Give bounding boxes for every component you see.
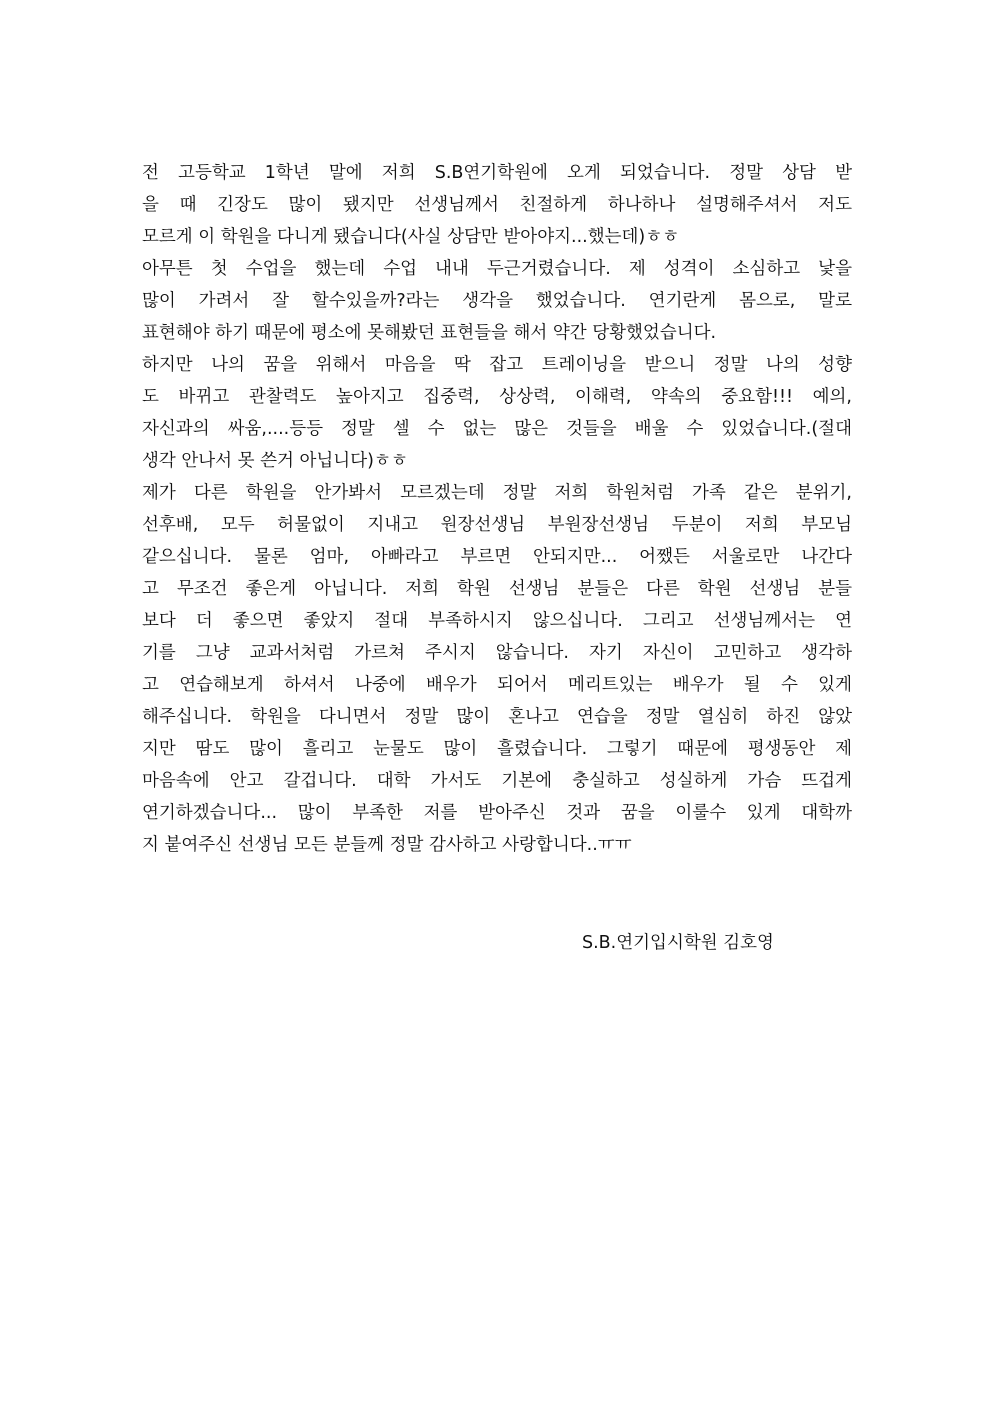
- letter-line: 도 바뀌고 관찰력도 높아지고 집중력, 상상력, 이해력, 약속의 중요함!!! 예의,: [142, 387, 852, 407]
- letter-line: 을 때 긴장도 많이 됐지만 선생님께서 친절하게 하나하나 설명해주셔서 저도: [142, 195, 852, 215]
- letter-line: 해주십니다. 학원을 다니면서 정말 많이 혼나고 연습을 정말 열심히 하진 않았: [142, 707, 852, 727]
- letter-line: 생각 안나서 못 쓴거 아닙니다)ㅎㅎ: [142, 451, 408, 471]
- letter-line: 많이 가려서 잘 할수있을까?라는 생각을 했었습니다. 연기란게 몸으로, 말로: [142, 291, 852, 311]
- letter-line: 지만 땀도 많이 흘리고 눈물도 많이 흘렸습니다. 그렇기 때문에 평생동안 제: [142, 739, 852, 759]
- letter-line: 지 붙여주신 선생님 모든 분들께 정말 감사하고 사랑합니다..ㅠㅠ: [142, 835, 632, 855]
- letter-line: 전 고등학교 1학년 말에 저희 S.B연기학원에 오게 되었습니다. 정말 상담 받: [142, 163, 852, 183]
- letter-line: 고 연습해보게 하셔서 나중에 배우가 되어서 메리트있는 배우가 될 수 있게: [142, 675, 852, 695]
- letter-line: 자신과의 싸움,....등등 정말 셀 수 없는 많은 것들을 배울 수 있었습니다.(절대: [142, 419, 852, 439]
- letter-line: 아무튼 첫 수업을 했는데 수업 내내 두근거렸습니다. 제 성격이 소심하고 낯을: [142, 259, 852, 279]
- letter-line: 표현해야 하기 때문에 평소에 못해봤던 표현들을 해서 약간 당황했었습니다.: [142, 323, 717, 343]
- letter-line: 연기하겠습니다... 많이 부족한 저를 받아주신 것과 꿈을 이룰수 있게 대학까: [142, 803, 852, 823]
- letter-line: 마음속에 안고 갈겁니다. 대학 가서도 기본에 충실하고 성실하게 가슴 뜨겁게: [142, 771, 852, 791]
- letter-line: 같으십니다. 물론 엄마, 아빠라고 부르면 안되지만... 어쨌든 서울로만 나간다: [142, 547, 852, 567]
- letter-line: 하지만 나의 꿈을 위해서 마음을 딱 잡고 트레이닝을 받으니 정말 나의 성향: [142, 355, 852, 375]
- letter-line: 선후배, 모두 허물없이 지내고 원장선생님 부원장선생님 두분이 저희 부모님: [142, 515, 852, 535]
- letter-line: 고 무조건 좋은게 아닙니다. 저희 학원 선생님 분들은 다른 학원 선생님 분들: [142, 579, 852, 599]
- letter-line: 제가 다른 학원을 안가봐서 모르겠는데 정말 저희 학원처럼 가족 같은 분위기,: [142, 483, 852, 503]
- letter-line: 보다 더 좋으면 좋았지 절대 부족하시지 않으십니다. 그리고 선생님께서는 연: [142, 611, 852, 631]
- signature: S.B.연기입시학원 김호영: [582, 933, 774, 953]
- letter-line: 모르게 이 학원을 다니게 됐습니다(사실 상담만 받아야지...했는데)ㅎㅎ: [142, 227, 680, 247]
- letter-line: 기를 그냥 교과서처럼 가르쳐 주시지 않습니다. 자기 자신이 고민하고 생각하: [142, 643, 852, 663]
- letter-body: [142, 157, 852, 861]
